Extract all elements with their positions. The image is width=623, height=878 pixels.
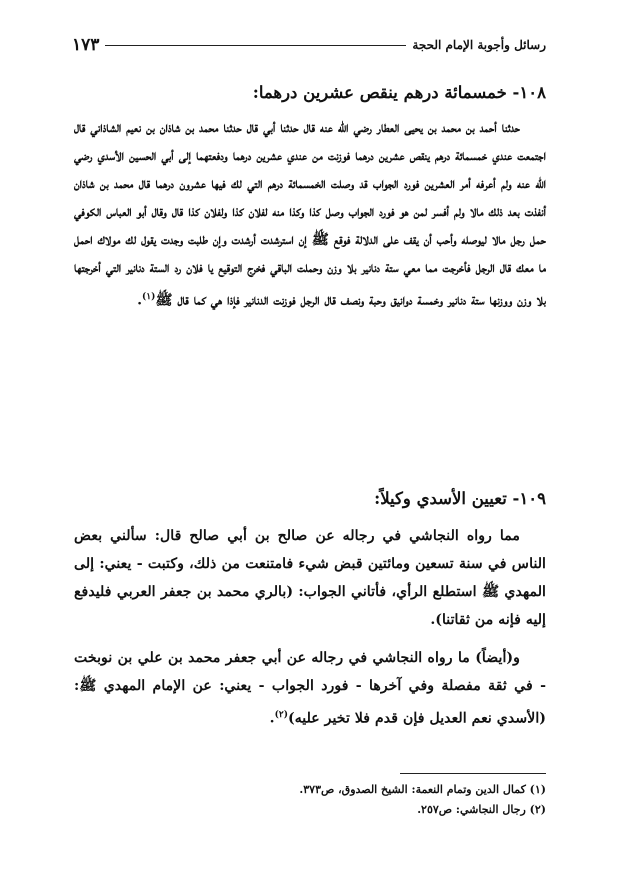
footnote-ref: (٢) [274,709,288,720]
section-108 [74,80,546,314]
paragraph-text: و(أيضاً) ما رواه النجاشي في رجاله عن أبي جعفر محمد بن علي بن نوبخت - في ثقة مفصلة وفي آخرها - فورد الجواب - يعني: عن الإمام المهدي ﷺ: (الأسدي نعم العديل فإن قدم فلا تخير عليه) [74,650,546,727]
page-header [72,34,546,56]
footnote-ref: (١) [142,291,156,302]
section-paragraph: مما رواه النجاشي في رجاله عن صالح بن أبي صالح قال: سألني بعض الناس في سنة تسعين ومائتين قبض شيء فامتنعت من ذلك، وكتبت - يعني: إلى المهدي ﷺ استطلع الرأي، فأتاني الجواب: (بالري محمد بن جعفر العربي فليدفع إليه فإنه من ثقاتنا). [74,528,546,629]
footnote-item: (١) كمال الدين وتمام النعمة: الشيخ الصدوق، ص٣٧٣. [299,783,546,796]
section-paragraph: و(أيضاً) ما رواه النجاشي في رجاله عن أبي جعفر محمد بن علي بن نوبخت - في ثقة مفصلة وفي آخرها - فورد الجواب - يعني: عن الإمام المهدي ﷺ: (الأسدي نعم العديل فإن قدم فلا تخير عليه)$^{(٢)}$. [74,650,546,727]
section-109 [74,486,546,732]
header-rule [105,45,406,46]
section-paragraph: حدثنا أحمد بن محمد بن يحيى العطار رضي الله عنه قال حدثنا أبي قال حدثنا محمد بن شاذان بن نعيم الشاذاني قال اجتمعت عندي خمسمائة درهم ينقص عشرين درهما فوزنت من عندي عشرين درهما ودفعتهما إلى أبي الحسين الأسدي رضي الله عنه ولم أعرفه أمر العشرين فورد الجواب قد وصلت الخمسمائة درهم التي لك فيها عشرون درهما قال محمد بن شاذان أنفذت بعد ذلك مالا ولم أفسر لمن هو فورد الجواب وصل كذا وكذا منه لفلان كذا ولفلان كذا قال وقال أبو العباس الكوفي حمل رجل مالا ليوصله وأحب أن يقف على الدلالة فوقع ﷺ إن استرشدت أرشدت وإن طلبت وجدت يقول لك مولاك احمل ما معك قال الرجل فأخرجت مما معي ستة دنانير بلا وزن وحملت الباقي فخرج التوقيع يا فلان رد الستة دنانير التي أخرجتها بلا وزن ووزنها ستة دنانير وخمسة دوانيق وحبة ونصف قال الرجل فوزنت الدنانير فإذا هي كما قال ﷺ$^{(١)}$. [74,120,546,309]
footnote-rule [400,773,546,774]
footnotes [74,780,546,820]
section-heading: ١٠٩- تعيين الأسدي وكيلاً: [374,489,546,508]
running-title: رسائل وأجوبة الإمام الحجة [412,38,546,52]
footnote-item: (٢) رجال النجاشي: ص٢٥٧. [417,803,546,816]
section-heading: ١٠٨- خمسمائة درهم ينقص عشرين درهما: [252,83,546,102]
paragraph-text: حدثنا أحمد بن محمد بن يحيى العطار رضي الله عنه قال حدثنا أبي قال حدثنا محمد بن شاذان بن نعيم الشاذاني قال اجتمعت عندي خمسمائة درهم ينقص عشرين درهما فوزنت من عندي عشرين درهما ودفعتهما إلى أبي الحسين الأسدي رضي الله عنه ولم أعرفه أمر العشرين فورد الجواب قد وصلت الخمسمائة درهم التي لك فيها عشرون درهما قال محمد بن شاذان أنفذت بعد ذلك مالا ولم أفسر لمن هو فورد الجواب وصل كذا وكذا منه لفلان كذا ولفلان كذا قال وقال أبو العباس الكوفي حمل رجل مالا ليوصله وأحب أن يقف على الدلالة فوقع ﷺ إن استرشدت أرشدت وإن طلبت وجدت يقول لك مولاك احمل ما معك قال الرجل فأخرجت مما معي ستة دنانير بلا وزن وحملت الباقي فخرج التوقيع يا فلان رد الستة دنانير التي أخرجتها بلا وزن ووزنها ستة دنانير وخمسة دوانيق وحبة ونصف قال الرجل فوزنت الدنانير فإذا هي كما قال ﷺ [74,120,546,309]
page-number: ١٧٣ [72,35,100,55]
